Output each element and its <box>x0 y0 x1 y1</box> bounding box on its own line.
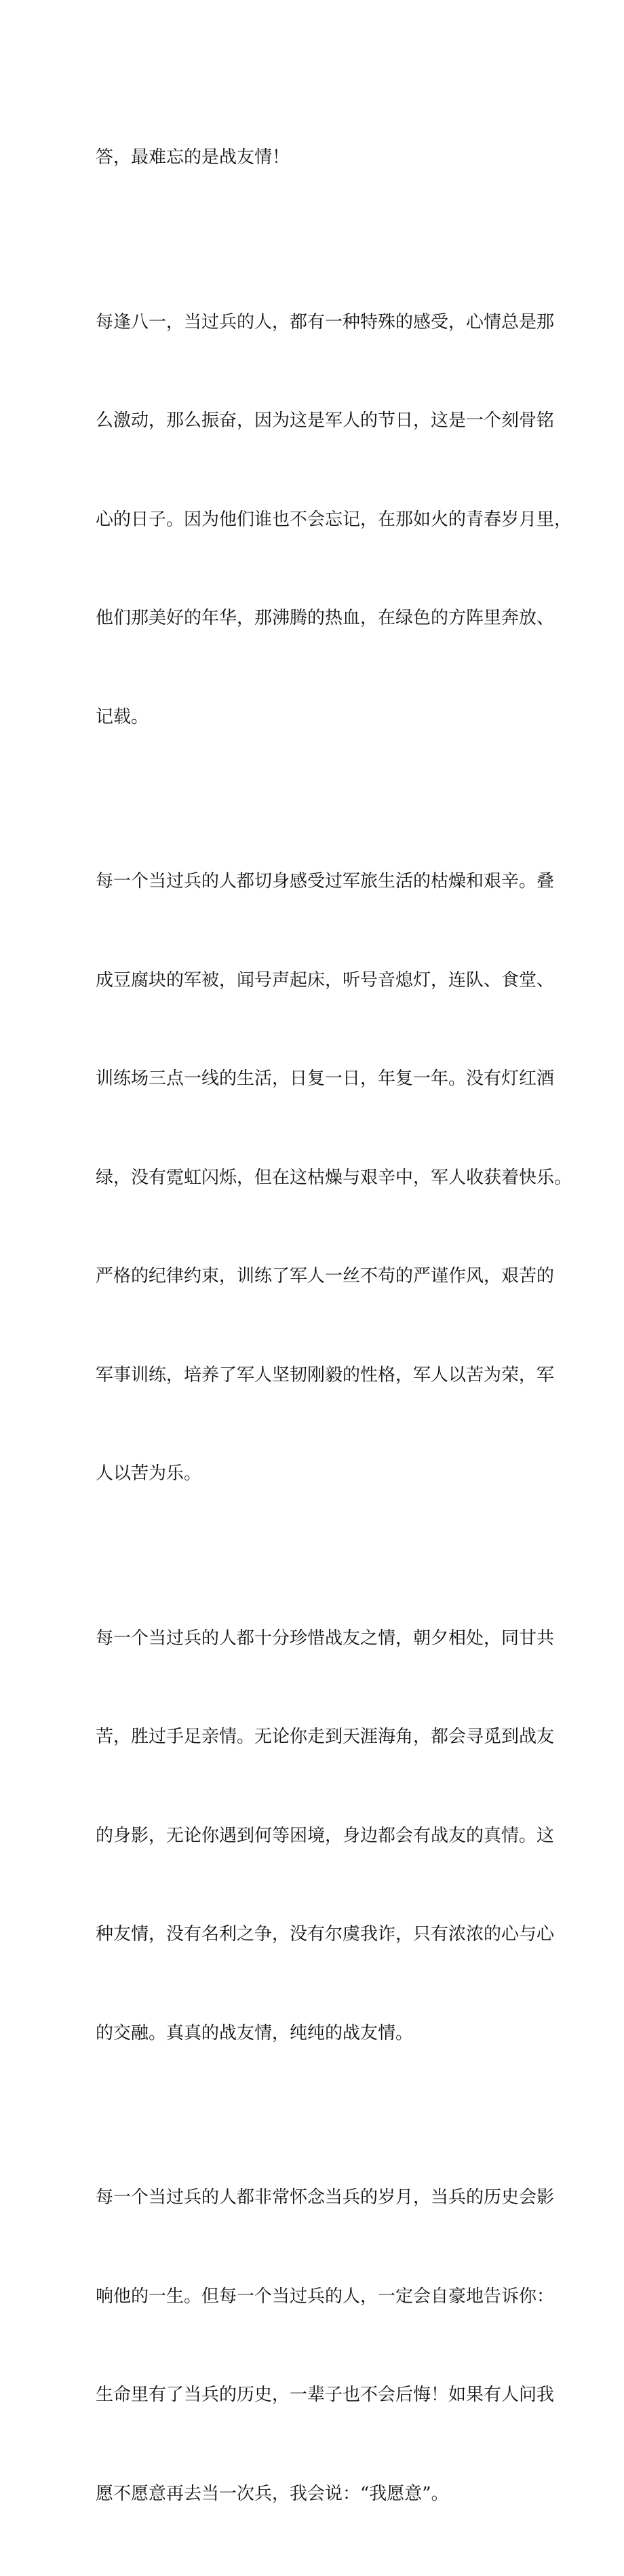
text-line: 记载。 <box>96 706 149 727</box>
text-line: 严格的纪律约束，训练了军人一丝不苟的严谨作风，艰苦的 <box>96 1266 555 1286</box>
text-line: 训练场三点一线的生活，日复一日，年复一年。没有灯红酒 <box>96 1069 555 1089</box>
paragraph-comradeship <box>96 1556 555 2116</box>
text-line: 军事训练，培养了军人坚韧刚毅的性格，军人以苦为荣，军 <box>96 1364 555 1385</box>
document-body <box>96 75 572 2576</box>
text-line: 心的日子。因为他们谁也不会忘记，在那如火的青春岁月里， <box>96 509 572 530</box>
text-line: 答，最难忘的是战友情！ <box>96 147 290 168</box>
paragraph-nostalgia <box>96 2115 555 2576</box>
paragraph-closing-answer <box>96 75 541 240</box>
text-line: 他们那美好的年华，那沸腾的热血，在绿色的方阵里奔放、 <box>96 608 555 628</box>
text-line: 每一个当过兵的人都切身感受过军旅生活的枯燥和艰辛。叠 <box>96 871 555 891</box>
text-line: 响他的一生。但每一个当过兵的人，一定会自豪地告诉你： <box>96 2286 555 2307</box>
text-line: 种友情，没有名利之争，没有尔虞我诈，只有浓浓的心与心 <box>96 1924 555 1944</box>
paragraph-hardship <box>96 799 572 1556</box>
text-line: 每一个当过兵的人都非常怀念当兵的岁月，当兵的历史会影 <box>96 2187 555 2208</box>
text-line: 生命里有了当兵的历史，一辈子也不会后悔！如果有人问我 <box>96 2385 555 2405</box>
paragraph-bayi <box>96 240 572 800</box>
text-line: 每逢八一，当过兵的人，都有一种特殊的感受，心情总是那 <box>96 311 555 332</box>
text-line: 的交融。真真的战友情，纯纯的战友情。 <box>96 2022 414 2043</box>
text-line: 么激动，那么振奋，因为这是军人的节日，这是一个刻骨铭 <box>96 410 555 431</box>
text-line: 成豆腐块的军被，闻号声起床，听号音熄灯，连队、食堂、 <box>96 969 555 991</box>
text-line: 每一个当过兵的人都十分珍惜战友之情，朝夕相处，同甘共 <box>96 1628 555 1649</box>
text-line: 愿不愿意再去当一次兵，我会说：“我愿意”。 <box>96 2483 449 2504</box>
text-line: 苦，胜过手足亲情。无论你走到天涯海角，都会寻觅到战友 <box>96 1727 555 1747</box>
text-line: 人以苦为乐。 <box>96 1463 202 1484</box>
text-line: 绿，没有霓虹闪烁，但在这枯燥与艰辛中，军人收获着快乐。 <box>96 1167 572 1188</box>
text-line: 的身影，无论你遇到何等困境，身边都会有战友的真情。这 <box>96 1825 555 1846</box>
